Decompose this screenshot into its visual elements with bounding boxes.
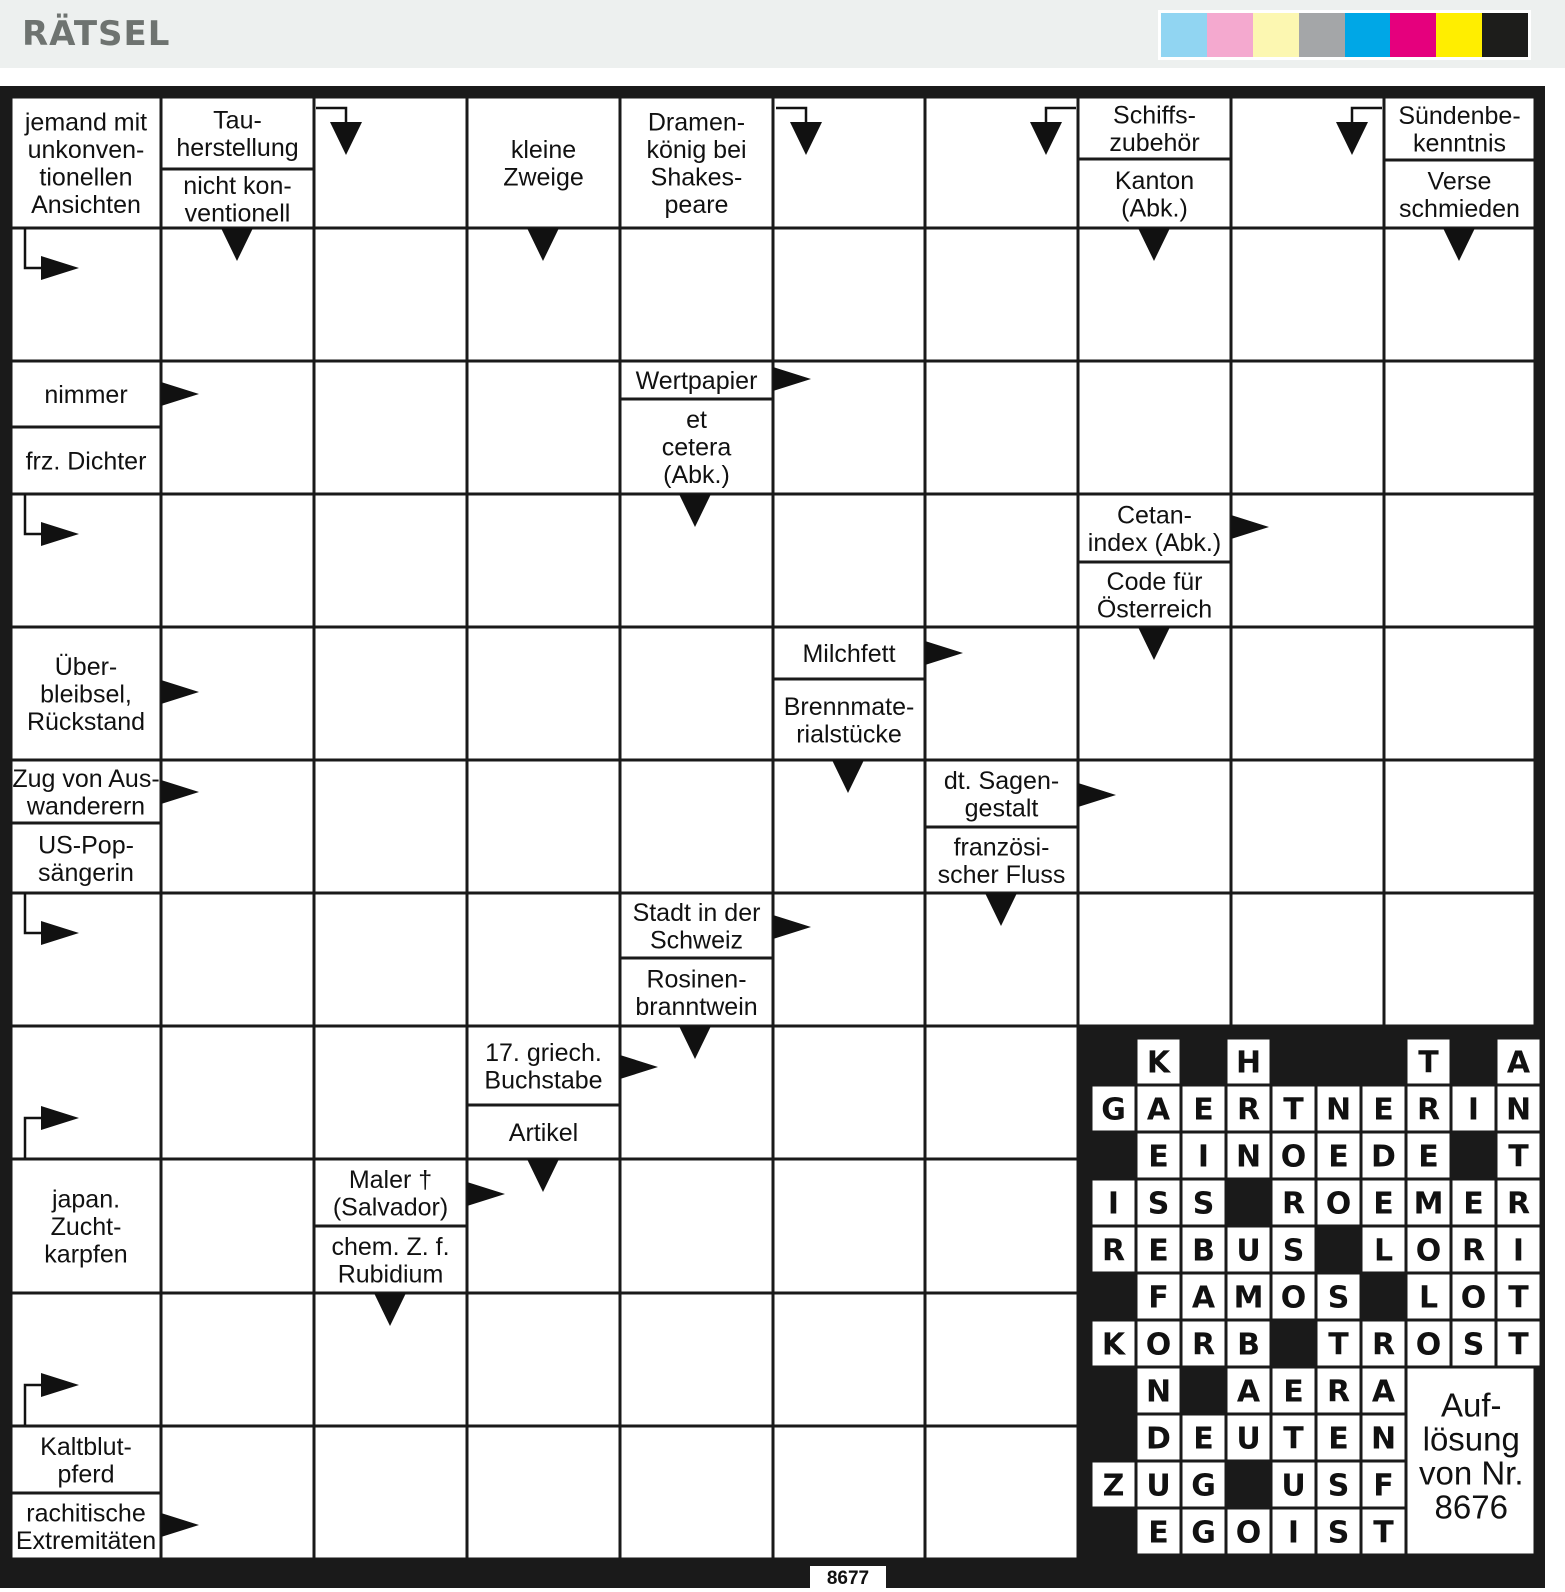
grid-cell-r4-c3[interactable] [469, 629, 619, 759]
grid-cell-r8-c1[interactable] [163, 1161, 313, 1292]
solution-letter: A [1236, 1374, 1261, 1410]
page-title: RÄTSEL [22, 14, 171, 54]
solution-letter: E [1328, 1139, 1349, 1175]
solution-letter: O [1280, 1280, 1307, 1316]
clue-line: Über- [54, 653, 118, 681]
solution-letter: N [1235, 1139, 1262, 1175]
clue-line: japan. [51, 1185, 121, 1214]
clue-line: Shakes- [650, 163, 743, 192]
solution-letter: E [1283, 1374, 1304, 1410]
solution-letter: T [1283, 1092, 1304, 1128]
solution-letter: I [1107, 1186, 1120, 1222]
solution-letter: U [1236, 1233, 1261, 1269]
solution-letter: U [1146, 1468, 1171, 1504]
clue-line: unkonven- [27, 135, 145, 164]
clue-c10 [44, 381, 127, 409]
solution-letter: E [1463, 1186, 1484, 1222]
clue-c28 [333, 1166, 448, 1222]
grid-cell-r4-c9[interactable] [1386, 629, 1534, 759]
solution-letter: O [1235, 1515, 1262, 1551]
clue-line: Schiffs- [1113, 101, 1196, 130]
grid-cell-r6-c7[interactable] [1080, 895, 1230, 1025]
clue-c22 [938, 833, 1066, 889]
color-calibration-bar [1158, 10, 1531, 60]
clue-c19 [12, 765, 159, 821]
clue-line: Tau- [213, 106, 262, 135]
clue-c15 [1097, 568, 1212, 624]
grid-cell-r2-c3[interactable] [469, 363, 619, 493]
solution-letter: O [1460, 1280, 1487, 1316]
clue-line: kleine [510, 135, 577, 164]
grid-cell-r10-c2[interactable] [316, 1428, 466, 1558]
clue-line: peare [664, 190, 729, 219]
color-swatch-5 [1390, 13, 1436, 57]
header-bar [0, 0, 1565, 68]
clue-line: dt. Sagen- [943, 766, 1060, 795]
grid-cell-r2-c1[interactable] [163, 363, 313, 493]
clue-line: 17. griech. [485, 1038, 602, 1067]
clue-line: rialstücke [796, 720, 902, 749]
grid-cell-r9-c1[interactable] [163, 1295, 313, 1425]
grid-cell-r6-c9[interactable] [1386, 895, 1534, 1025]
grid-cell-r9-c4[interactable] [622, 1295, 772, 1425]
clue-c29 [331, 1233, 449, 1289]
clue-line: Zucht- [50, 1213, 122, 1241]
color-swatch-3 [1299, 13, 1345, 57]
solution-letter: R [1461, 1233, 1486, 1269]
caption-line: lösung [1422, 1420, 1520, 1458]
solution-letter: R [1281, 1186, 1306, 1222]
solution-letter: I [1197, 1139, 1210, 1175]
grid-cell-r3-c9[interactable] [1386, 496, 1534, 626]
grid-cell-r5-c4[interactable] [622, 762, 772, 892]
solution-letter: M [1413, 1186, 1444, 1222]
clue-line: nimmer [44, 381, 128, 409]
grid-cell-r0-c6[interactable] [927, 99, 1077, 227]
solution-letter: I [1512, 1233, 1525, 1269]
clue-c7 [1115, 167, 1194, 223]
clue-line: (Abk.) [663, 461, 730, 489]
grid-cell-r8-c6[interactable] [927, 1161, 1077, 1292]
color-swatch-7 [1482, 13, 1528, 57]
clue-c25 [484, 1039, 602, 1095]
clue-line: US-Pop- [38, 831, 134, 860]
solution-letter: F [1373, 1468, 1394, 1504]
grid-cell-r2-c9[interactable] [1386, 363, 1534, 493]
grid-cell-r1-c2[interactable] [316, 230, 466, 360]
solution-letter: S [1327, 1515, 1350, 1551]
solution-letter: B [1237, 1327, 1260, 1363]
grid-cell-r9-c0[interactable] [13, 1295, 160, 1425]
solution-letter: T [1328, 1327, 1349, 1363]
grid-cell-r3-c5[interactable] [775, 496, 924, 626]
clue-line: Artikel [508, 1119, 579, 1147]
grid-cell-r10-c4[interactable] [622, 1428, 772, 1558]
clue-line: index (Abk.) [1087, 528, 1222, 557]
solution-letter: A [1191, 1280, 1216, 1316]
solution-letter: R [1416, 1092, 1441, 1128]
clue-line: Österreich [1096, 595, 1213, 624]
grid-cell-r5-c1[interactable] [163, 762, 313, 892]
grid-cell-r4-c4[interactable] [622, 629, 772, 759]
solution-letter: S [1462, 1327, 1485, 1363]
solution-letter: N [1145, 1374, 1172, 1410]
grid-cell-r1-c6[interactable] [927, 230, 1077, 360]
solution-letter: U [1236, 1421, 1261, 1457]
clue-line: Schweiz [649, 926, 744, 955]
grid-cell-r3-c1[interactable] [163, 496, 313, 626]
clue-line: karpfen [44, 1240, 128, 1269]
grid-cell-r6-c5[interactable] [775, 895, 924, 1025]
grid-cell-r5-c9[interactable] [1386, 762, 1534, 892]
caption-line: von Nr. [1418, 1454, 1524, 1492]
color-swatch-6 [1436, 13, 1482, 57]
solution-letter: I [1287, 1515, 1300, 1551]
clue-line: chem. Z. f. [331, 1232, 450, 1261]
grid-cell-r2-c2[interactable] [316, 363, 466, 493]
clue-c4 [503, 136, 584, 192]
clue-c31 [16, 1499, 156, 1555]
crossword-grid [0, 86, 1545, 1588]
clue-line: scher Fluss [937, 860, 1066, 889]
solution-letter: E [1373, 1186, 1394, 1222]
clue-line: Rubidium [337, 1260, 444, 1289]
clue-line: Kaltblut- [40, 1432, 132, 1461]
solution-letter: O [1415, 1327, 1442, 1363]
grid-cell-r3-c6[interactable] [927, 496, 1077, 626]
clue-c12 [636, 367, 758, 395]
solution-letter: R [1236, 1092, 1261, 1128]
color-swatch-4 [1345, 13, 1391, 57]
solution-letter: R [1191, 1327, 1216, 1363]
clue-line: Milchfett [802, 640, 896, 668]
clue-c3 [183, 172, 291, 228]
solution-letter: E [1148, 1233, 1169, 1269]
grid-cell-r1-c5[interactable] [775, 230, 924, 360]
clue-line: Buchstabe [484, 1066, 603, 1095]
clue-line: wanderern [26, 792, 146, 821]
clue-line: (Salvador) [332, 1193, 449, 1222]
clue-c24 [635, 965, 757, 1021]
solution-letter: D [1371, 1139, 1396, 1175]
clue-line: Zug von Aus- [12, 764, 160, 793]
solution-letter: E [1148, 1139, 1169, 1175]
grid-cell-r2-c6[interactable] [927, 363, 1077, 493]
solution-letter: E [1328, 1421, 1349, 1457]
solution-letter: N [1370, 1421, 1397, 1457]
clue-c1 [24, 108, 147, 219]
solution-letter: T [1283, 1421, 1304, 1457]
grid-cell-r3-c2[interactable] [316, 496, 466, 626]
clue-line: branntwein [635, 992, 758, 1021]
solution-letter: F [1148, 1280, 1169, 1316]
clue-c20 [38, 831, 134, 887]
grid-cell-r10-c3[interactable] [469, 1428, 619, 1558]
clue-line: Dramen- [647, 108, 746, 137]
clue-line: Cetan- [1116, 501, 1193, 530]
color-swatch-0 [1161, 13, 1207, 57]
solution-letter: G [1101, 1092, 1126, 1128]
grid-cell-r0-c2[interactable] [316, 99, 466, 227]
clue-line: Brennmate- [783, 692, 915, 721]
clue-line: könig bei [646, 135, 747, 164]
grid-cell-r2-c7[interactable] [1080, 363, 1230, 493]
clue-line: nicht kon- [183, 171, 292, 200]
color-swatch-2 [1253, 13, 1299, 57]
grid-cell-r6-c0[interactable] [13, 895, 160, 1025]
grid-cell-r4-c8[interactable] [1233, 629, 1383, 759]
solution-letter: S [1327, 1280, 1350, 1316]
solution-letter: N [1505, 1092, 1532, 1128]
grid-cell-r0-c8[interactable] [1233, 99, 1383, 227]
solution-letter: D [1146, 1421, 1171, 1457]
solution-letter: U [1281, 1468, 1306, 1504]
solution-letter: T [1508, 1280, 1529, 1316]
grid-cell-r3-c3[interactable] [469, 496, 619, 626]
grid-cell-r4-c6[interactable] [927, 629, 1077, 759]
grid-cell-r7-c2[interactable] [316, 1028, 466, 1158]
clue-line: jemand mit [24, 108, 148, 137]
grid-cell-r8-c4[interactable] [622, 1161, 772, 1292]
clue-line: Extremitäten [15, 1526, 157, 1555]
grid-cell-r8-c5[interactable] [775, 1161, 924, 1292]
clue-line: sängerin [38, 858, 134, 887]
solution-letter: T [1418, 1045, 1439, 1081]
solution-letter: R [1326, 1374, 1351, 1410]
solution-letter: E [1193, 1092, 1214, 1128]
clue-c6 [1109, 101, 1199, 157]
solution-letter: A [1506, 1045, 1531, 1081]
solution-letter: S [1282, 1233, 1305, 1269]
clue-line: Wertpapier [635, 367, 758, 395]
clue-line: et [686, 406, 707, 434]
solution-letter: L [1373, 1233, 1394, 1269]
solution-letter: G [1191, 1515, 1216, 1551]
caption-line: 8676 [1434, 1488, 1508, 1526]
caption-line: Auf- [1440, 1386, 1502, 1424]
grid-cell-r1-c8[interactable] [1233, 230, 1383, 360]
grid-cell-r1-c4[interactable] [622, 230, 772, 360]
clue-line: herstellung [176, 133, 299, 162]
clue-line: frz. Dichter [25, 447, 147, 476]
clue-line: bleibsel, [40, 680, 132, 709]
clue-line: Rosinen- [646, 965, 747, 994]
solution-letter: S [1192, 1186, 1215, 1222]
clue-line: französi- [953, 833, 1050, 862]
solution-letter: T [1508, 1139, 1529, 1175]
grid-cell-r9-c3[interactable] [469, 1295, 619, 1425]
clue-line: Stadt in der [632, 898, 761, 927]
solution-letter: R [1506, 1186, 1531, 1222]
grid-cell-r2-c8[interactable] [1233, 363, 1383, 493]
grid-cell-r7-c6[interactable] [927, 1028, 1077, 1158]
clue-line: Kanton [1114, 166, 1195, 195]
clue-line: rachitische [26, 1499, 146, 1528]
grid-cell-r7-c1[interactable] [163, 1028, 313, 1158]
solution-letter: R [1101, 1233, 1126, 1269]
solution-letter: S [1147, 1186, 1170, 1222]
grid-cell-r9-c6[interactable] [927, 1295, 1077, 1425]
clue-line: Verse [1427, 167, 1492, 196]
clue-line: pferd [57, 1460, 115, 1489]
solution-letter: Z [1102, 1468, 1125, 1504]
clue-line: Rückstand [26, 708, 146, 736]
grid-cell-r5-c3[interactable] [469, 762, 619, 892]
clue-line: Zweige [503, 163, 584, 192]
clue-c26 [509, 1119, 578, 1147]
grid-cell-r9-c5[interactable] [775, 1295, 924, 1425]
clue-line: tionellen [39, 163, 133, 192]
grid-cell-r7-c0[interactable] [13, 1028, 160, 1158]
clue-c8 [1398, 102, 1520, 158]
clue-line: ventionell [184, 199, 291, 228]
grid-cell-r5-c8[interactable] [1233, 762, 1383, 892]
solution-letter: N [1325, 1092, 1352, 1128]
solution-letter: O [1325, 1186, 1352, 1222]
clue-line: zubehör [1109, 128, 1200, 157]
grid-cell-r10-c6[interactable] [927, 1428, 1077, 1558]
solution-letter: K [1146, 1045, 1171, 1081]
grid-cell-r3-c8[interactable] [1233, 496, 1383, 626]
clue-line: (Abk.) [1121, 194, 1188, 223]
clue-c18 [784, 693, 915, 749]
solution-letter: H [1235, 1045, 1262, 1081]
color-swatch-1 [1207, 13, 1253, 57]
solution-letter: A [1371, 1374, 1396, 1410]
solution-letter: L [1418, 1280, 1439, 1316]
solution-letter: O [1280, 1139, 1307, 1175]
grid-cell-r5-c7[interactable] [1080, 762, 1230, 892]
clue-c17 [802, 640, 895, 668]
solution-letter: T [1508, 1327, 1529, 1363]
puzzle-number: 8677 [810, 1566, 886, 1588]
solution-letter: E [1418, 1139, 1439, 1175]
solution-letter: I [1467, 1092, 1480, 1128]
clue-line: kenntnis [1412, 129, 1507, 158]
grid-cell-r0-c5[interactable] [775, 99, 924, 227]
clue-c23 [633, 899, 761, 955]
solution-letter: M [1233, 1280, 1264, 1316]
solution-letter: O [1145, 1327, 1172, 1363]
solution-letter: G [1191, 1468, 1216, 1504]
solution-letter: E [1373, 1092, 1394, 1128]
solution-letter: K [1101, 1327, 1126, 1363]
solution-letter: E [1193, 1421, 1214, 1457]
solution-letter: R [1371, 1327, 1396, 1363]
clue-line: schmieden [1399, 194, 1520, 223]
clue-line: Sündenbe- [1398, 101, 1521, 130]
clue-line: gestalt [964, 794, 1039, 823]
crossword-puzzle [0, 86, 1545, 1588]
clue-line: cetera [661, 433, 732, 462]
grid-cell-r1-c0[interactable] [13, 230, 160, 360]
solution-letter: B [1192, 1233, 1215, 1269]
clue-line: Maler † [348, 1165, 433, 1194]
grid-cell-r5-c2[interactable] [316, 762, 466, 892]
clue-c11 [26, 448, 147, 476]
grid-cell-r10-c1[interactable] [163, 1428, 313, 1558]
solution-letter: T [1373, 1515, 1394, 1551]
grid-cell-r3-c0[interactable] [13, 496, 160, 626]
solution-letter: A [1146, 1092, 1171, 1128]
clue-line: Code für [1106, 567, 1203, 596]
clue-line: Ansichten [31, 190, 141, 219]
solution-letter: O [1415, 1233, 1442, 1269]
solution-letter: S [1327, 1468, 1350, 1504]
grid-cell-r6-c2[interactable] [316, 895, 466, 1025]
solution-letter: E [1148, 1515, 1169, 1551]
grid-cell-r7-c5[interactable] [775, 1028, 924, 1158]
grid-cell-r10-c5[interactable] [775, 1428, 924, 1558]
grid-cell-r6-c8[interactable] [1233, 895, 1383, 1025]
grid-cell-r6-c3[interactable] [469, 895, 619, 1025]
clue-c27 [44, 1186, 127, 1269]
grid-cell-r6-c1[interactable] [163, 895, 313, 1025]
grid-cell-r4-c2[interactable] [316, 629, 466, 759]
